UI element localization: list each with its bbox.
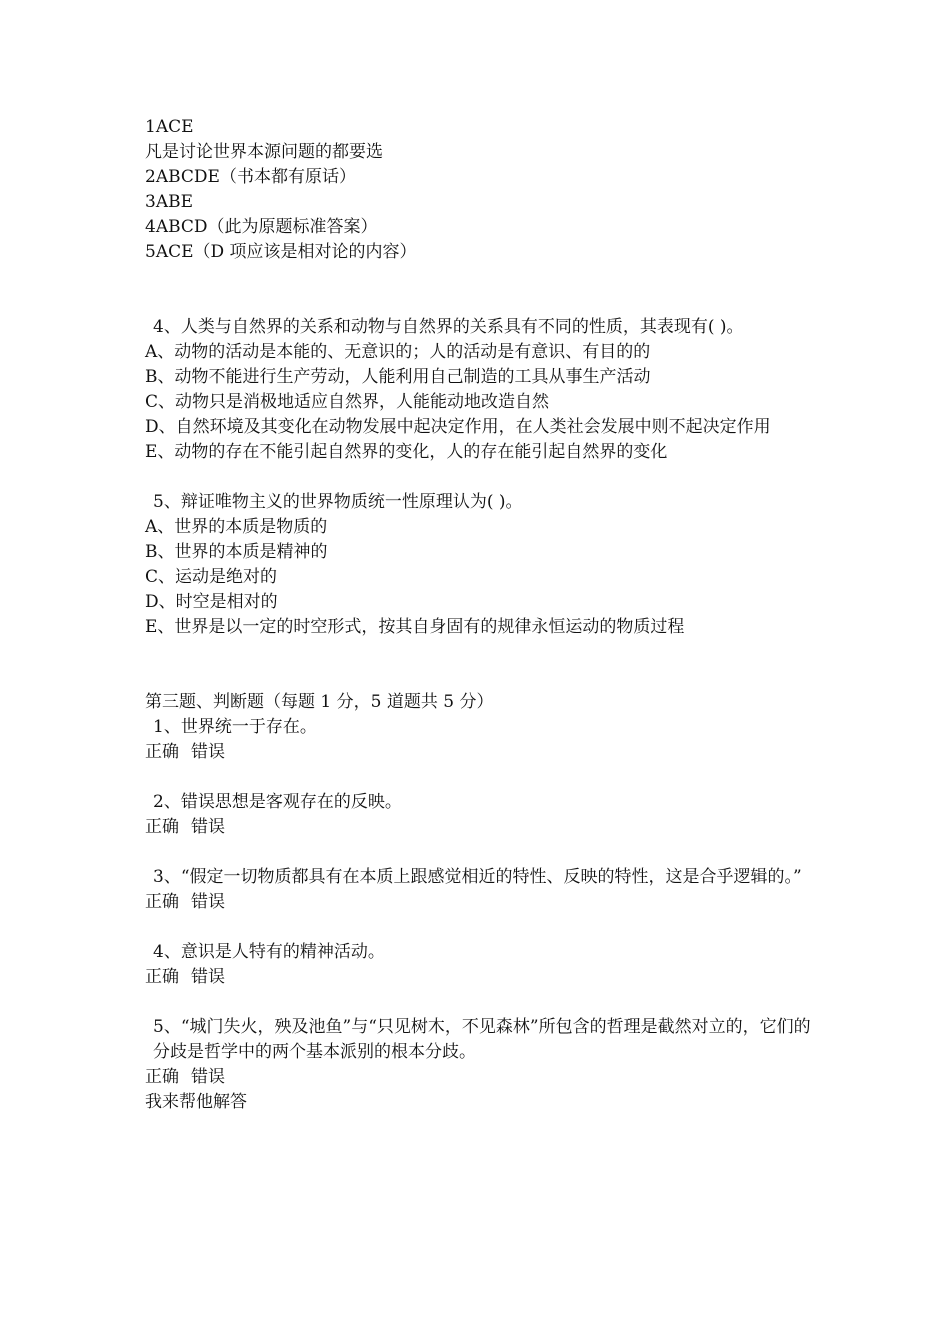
true-option[interactable]: 正确 xyxy=(145,742,179,762)
answer-3: 3ABE xyxy=(145,192,193,212)
question-5-option-c: C、运动是绝对的 xyxy=(145,567,278,587)
question-4-option-a: A、动物的活动是本能的、无意识的；人的活动是有意识、有目的的 xyxy=(145,342,651,362)
question-5-option-d: D、时空是相对的 xyxy=(145,592,278,612)
question-5-option-b: B、世界的本质是精神的 xyxy=(145,542,328,562)
true-option[interactable]: 正确 xyxy=(145,892,179,912)
section-3-heading: 第三题、判断题（每题 1 分，5 道题共 5 分） xyxy=(145,692,494,712)
judge-item-3: 3、“假定一切物质都具有在本质上跟感觉相近的特性、反映的特性，这是合乎逻辑的。” xyxy=(153,867,802,887)
judge-item-5-choices xyxy=(145,1065,825,1090)
true-option[interactable]: 正确 xyxy=(145,817,179,837)
judge-item-5: 5、“城门失火，殃及池鱼”与“只见树木，不见森林”所包含的哲理是截然对立的，它们的分歧是哲学中的两个基本派别的根本分歧。 xyxy=(153,1017,811,1062)
judge-item-2: 2、错误思想是客观存在的反映。 xyxy=(153,792,402,812)
answer-1-note: 凡是讨论世界本源问题的都要选 xyxy=(145,142,383,162)
false-option[interactable]: 错误 xyxy=(191,817,225,837)
question-5-option-a: A、世界的本质是物质的 xyxy=(145,517,328,537)
true-option[interactable]: 正确 xyxy=(145,967,179,987)
judge-item-4: 4、意识是人特有的精神活动。 xyxy=(153,942,385,962)
answer-5: 5ACE（D 项应该是相对论的内容） xyxy=(145,242,417,262)
judge-item-1-choices xyxy=(145,740,825,765)
judge-item-3-choices xyxy=(145,890,825,915)
judge-item-2-choices xyxy=(145,815,825,840)
answer-2: 2ABCDE（书本都有原话） xyxy=(145,167,356,187)
false-option[interactable]: 错误 xyxy=(191,967,225,987)
question-4-option-c: C、动物只是消极地适应自然界，人能能动地改造自然 xyxy=(145,392,550,412)
judge-item-1: 1、世界统一于存在。 xyxy=(153,717,317,737)
question-4-title: 4、人类与自然界的关系和动物与自然界的关系具有不同的性质，其表现有( )。 xyxy=(153,317,744,337)
document-page xyxy=(145,115,825,1115)
false-option[interactable]: 错误 xyxy=(191,1067,225,1087)
judge-item-4-choices xyxy=(145,965,825,990)
question-5-option-e: E、世界是以一定的时空形式，按其自身固有的规律永恒运动的物质过程 xyxy=(145,617,685,637)
false-option[interactable]: 错误 xyxy=(191,742,225,762)
help-answer-link[interactable]: 我来帮他解答 xyxy=(145,1092,247,1112)
question-4-option-b: B、动物不能进行生产劳动，人能利用自己制造的工具从事生产活动 xyxy=(145,367,651,387)
false-option[interactable]: 错误 xyxy=(191,892,225,912)
answer-1: 1ACE xyxy=(145,117,194,137)
question-5-title: 5、辩证唯物主义的世界物质统一性原理认为( )。 xyxy=(153,492,523,512)
answer-4: 4ABCD（此为原题标准答案） xyxy=(145,217,378,237)
true-option[interactable]: 正确 xyxy=(145,1067,179,1087)
question-4-option-d: D、自然环境及其变化在动物发展中起决定作用，在人类社会发展中则不起决定作用 xyxy=(145,417,771,437)
question-4-option-e: E、动物的存在不能引起自然界的变化，人的存在能引起自然界的变化 xyxy=(145,442,668,462)
